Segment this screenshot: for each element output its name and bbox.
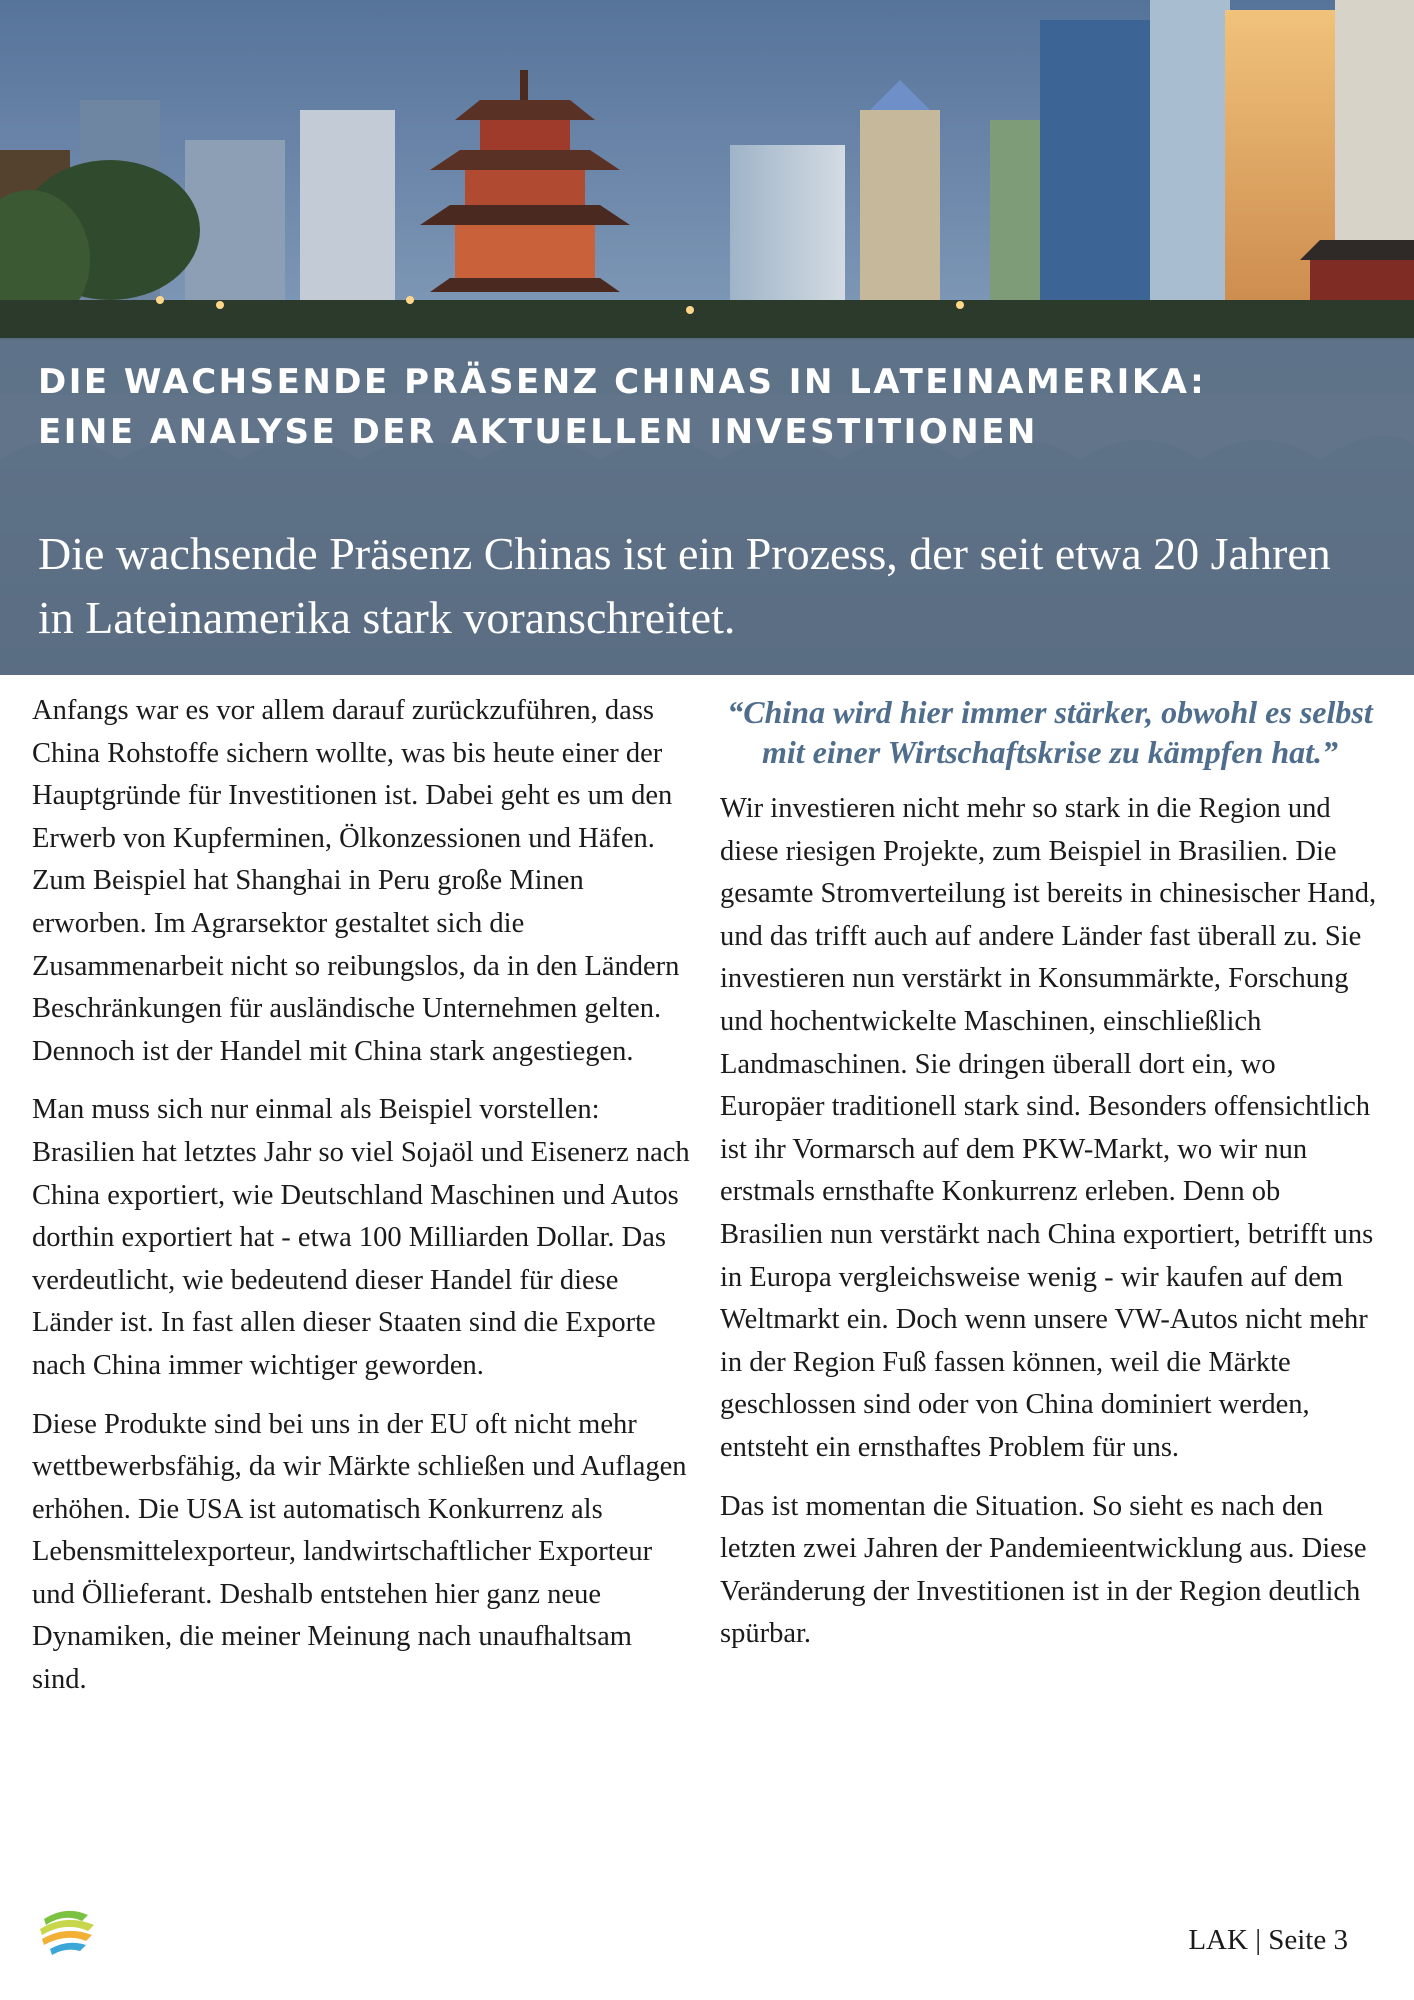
lak-logo-icon bbox=[36, 1905, 98, 1957]
right-column bbox=[720, 692, 1380, 1672]
hero-banner bbox=[0, 0, 1414, 675]
article-subtitle: Die wachsende Präsenz Chinas ist ein Prozess, der seit etwa 20 Jahren in Lateinamerika stark voranschreitet. bbox=[38, 528, 1331, 643]
paragraph: Diese Produkte sind bei uns in der EU oft nicht mehr wettbewerbsfähig, da wir Märkte schließen und Auflagen erhöhen. Die USA ist automatisch Konkurrenz als Lebensmittelexporteur, landwirtschaftlicher Exporteur und Öllieferant. Deshalb entstehen hier ganz neue Dynamiken, die meiner Meinung nach unaufhaltsam sind. bbox=[32, 1408, 687, 1696]
article-headline: DIE WACHSENDE PRÄSENZ CHINAS IN LATEINAMERIKA: EINE ANALYSE DER AKTUELLEN INVESTITIONEN bbox=[38, 362, 1207, 452]
paragraph: Wir investieren nicht mehr so stark in die Region und diese riesigen Projekte, zum Beispiel in Brasilien. Die gesamte Stromverteilung ist bereits in chinesischer Hand, und das trifft auch auf andere Länder fast überall zu. Sie investieren nun verstärkt in Konsummärkte, Forschung und hochentwickelte Maschinen, einschließlich Landmaschinen. Sie dringen überall dort ein, wo Europäer traditionell stark sind. Besonders offensichtlich ist ihr Vormarsch auf dem PKW-Markt, wo wir nun erstmals ernsthafte Konkurrenz erleben. Denn ob Brasilien nun verstärkt nach China exportiert, betrifft uns in Europa vergleichsweise wenig - wir kaufen auf dem Weltmarkt ein. Doch wenn unsere VW-Autos nicht mehr in der Region Fuß fassen können, weil die Märkte geschlossen sind oder von China dominiert werden, entsteht ein ernsthaftes Problem für uns. bbox=[720, 793, 1377, 1463]
page-footer: LAK | Seite 3 bbox=[1188, 1924, 1348, 1956]
paragraph: Anfangs war es vor allem darauf zurückzuführen, dass China Rohstoffe sichern wollte, was bis heute einer der Hauptgründe für Investitionen ist. Dabei geht es um den Erwerb von Kupferminen, Ölkonzessionen und Häfen. Zum Beispiel hat Shanghai in Peru große Minen erworben. Im Agrarsektor gestaltet sich die Zusammenarbeit nicht so reibungslos, da in den Ländern Beschränkungen für ausländische Unternehmen gelten. Dennoch ist der Handel mit China stark angestiegen. bbox=[32, 695, 680, 1067]
left-column bbox=[32, 690, 692, 1718]
pull-quote: “China wird hier immer stärker, obwohl es selbst mit einer Wirtschaftskrise zu kämpfen hat.” bbox=[727, 694, 1373, 770]
paragraph: Man muss sich nur einmal als Beispiel vorstellen: Brasilien hat letztes Jahr so viel Sojaöl und Eisenerz nach China exportiert, wie Deutschland Maschinen und Autos dorthin exportiert hat - etwa 100 Milliarden Dollar. Das verdeutlicht, wie bedeutend dieser Handel für diese Länder ist. In fast allen dieser Staaten sind die Exporte nach China immer wichtiger geworden. bbox=[32, 1094, 690, 1381]
paragraph: Das ist momentan die Situation. So sieht es nach den letzten zwei Jahren der Pandemieentwicklung aus. Diese Veränderung der Investitionen ist in der Region deutlich spürbar. bbox=[720, 1490, 1367, 1650]
